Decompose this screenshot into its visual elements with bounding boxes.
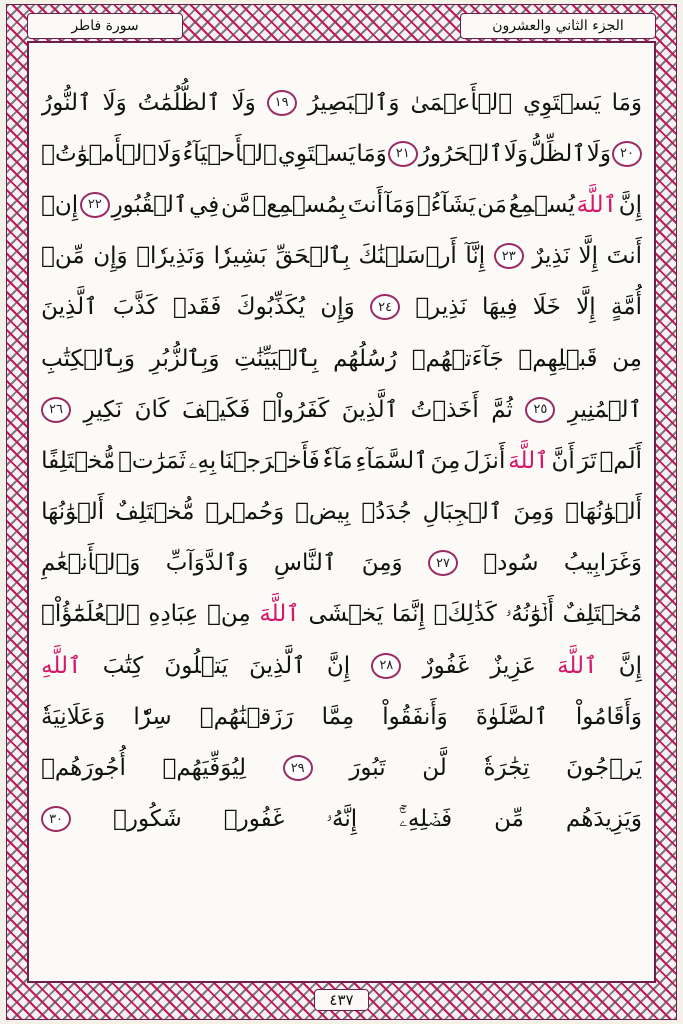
- word: مِنۡ: [207, 601, 251, 628]
- word: عِبَادِهِ: [148, 601, 199, 628]
- word: ثُمَّ: [491, 396, 513, 423]
- ayah-number-marker: ٢١: [388, 141, 418, 167]
- text-line: [41, 487, 642, 538]
- word: مِّنۡ: [41, 243, 85, 270]
- word: وَلَا: [503, 140, 529, 167]
- page-number: ٤٣٧: [314, 989, 368, 1011]
- word: يُكَذِّبُوكَ: [236, 294, 306, 321]
- text-line: [41, 179, 642, 230]
- word: فِي: [189, 191, 220, 218]
- divine-name-word: ٱللَّهَ: [508, 447, 549, 474]
- juz-label: الجزء الثاني والعشرون: [460, 13, 656, 39]
- word: عَزِيزٌ: [490, 652, 536, 679]
- word: بِٱلۡحَقِّ: [275, 243, 350, 270]
- word: وَعَلَانِيَةٗ: [41, 703, 106, 730]
- word: بِهِۦ: [188, 447, 217, 474]
- word: ٱلۡقُبُورِ: [111, 191, 188, 218]
- word: نَذِيرٌ: [532, 243, 570, 270]
- word: مِنَ: [430, 447, 461, 474]
- word: ٱلسَّمَآءِ: [355, 447, 428, 474]
- word: وَأَنفَقُواْ: [382, 703, 448, 730]
- word: كَفَرُواْۖ: [262, 396, 330, 423]
- text-line: [41, 742, 642, 793]
- ayah-number-marker: ٢٠: [612, 141, 642, 167]
- word: مَن: [477, 191, 507, 218]
- word: تِجَٰرَةٗ: [483, 755, 530, 782]
- word: تَبُورَ: [349, 755, 386, 782]
- text-line: [41, 794, 642, 845]
- text-line: [41, 435, 642, 486]
- word: ٱلنَّاسِ: [273, 550, 337, 577]
- word: وَٱلدَّوَآبِّ: [165, 550, 249, 577]
- word: إِنَّ: [326, 652, 351, 679]
- word: بِمُسۡمِعٖ: [252, 191, 346, 218]
- word: وَلَا: [157, 140, 182, 167]
- word: وَحُمۡرٞ: [205, 499, 285, 526]
- word: أَرۡسَلۡنَٰكَ: [358, 243, 457, 270]
- word: مِمَّا: [321, 703, 355, 730]
- divine-name-word: ٱللَّهِ: [41, 652, 82, 679]
- word: وَإِن: [93, 243, 128, 270]
- ayah-number-marker: ٢٩: [283, 755, 313, 781]
- word: فَأَخۡرَجۡنَا: [219, 447, 320, 474]
- word: ٱلۡمُنِيرِ: [567, 396, 642, 423]
- word: مُّخۡتَلِفًا: [41, 447, 116, 474]
- word: أَنتَ: [347, 191, 383, 218]
- word: ٱلظُّلُمَٰتُ: [137, 89, 221, 116]
- word: أَلۡوَٰنُهُۥ: [505, 601, 554, 628]
- text-line: [41, 589, 642, 640]
- word: لَّن: [422, 755, 447, 782]
- word: رَزَقۡنَٰهُمۡ: [199, 703, 294, 730]
- word: إِنَّمَا: [391, 601, 425, 628]
- text-line: [41, 77, 642, 128]
- surah-label: سورة فاطر: [27, 13, 183, 39]
- page-footer: [7, 989, 676, 1011]
- text-line: [41, 128, 642, 179]
- word: ٱلَّذِينَ: [341, 396, 399, 423]
- word: وَمِنَ: [513, 499, 555, 526]
- word: ٱلۡجِبَالِ: [422, 499, 503, 526]
- word: أَلۡوَٰنُهَا: [41, 499, 105, 526]
- word: يَتۡلُونَ: [164, 652, 228, 679]
- ayah-number-marker: ٢٧: [428, 550, 458, 576]
- word: ٱلظِّلُّ: [529, 140, 586, 167]
- word: إِنۡ: [41, 191, 79, 218]
- text-line: [41, 282, 642, 333]
- word: وَغَرَابِيبُ: [563, 550, 642, 577]
- word: ٱلۡعُلَمَٰٓؤُاْۗ: [41, 601, 140, 628]
- word: فَقَدۡ: [172, 294, 222, 321]
- word: يَرۡجُونَ: [566, 755, 642, 782]
- word: مِّن: [494, 806, 524, 833]
- ayah-number-marker: ٢٣: [494, 243, 524, 269]
- divine-name-word: ٱللَّهَ: [259, 601, 300, 628]
- quran-text: [41, 77, 642, 967]
- ayah-number-marker: ٢٤: [370, 294, 400, 320]
- word: ثَمَرَٰتٖ: [118, 447, 186, 474]
- text-line: [41, 333, 642, 384]
- word: أَلَمۡ: [599, 447, 642, 474]
- page-header: [27, 13, 656, 39]
- word: أَنَّ: [551, 447, 575, 474]
- word: أُمَّةٍ: [610, 294, 642, 321]
- word: ٱلۡأَمۡوَٰتُۚ: [41, 140, 157, 167]
- word: وَنَذِيرٗاۚ: [136, 243, 206, 270]
- word: وَٱلۡبَصِيرُ: [307, 89, 400, 116]
- word: إِنَّهُۥ: [326, 806, 358, 833]
- word: أَخَذۡتُ: [410, 396, 479, 423]
- word: جُدَدُۢ: [361, 499, 412, 526]
- word: ٱلصَّلَوٰةَ: [475, 703, 548, 730]
- word: غَفُورٌ: [422, 652, 470, 679]
- word: قَبۡلِهِمۡ: [518, 345, 598, 372]
- word: يَسۡتَوِي: [277, 140, 356, 167]
- divine-name-word: ٱللَّهَ: [576, 191, 618, 218]
- word: أَنزَلَ: [463, 447, 506, 474]
- word: مُّخۡتَلِفٌ: [115, 499, 195, 526]
- ayah-number-marker: ١٩: [267, 90, 297, 116]
- word: مُخۡتَلِفٌ: [562, 601, 642, 628]
- word: إِنَّ: [618, 652, 642, 679]
- word: نَكِيرِ: [83, 396, 123, 423]
- word: يُسۡمِعُ: [508, 191, 575, 218]
- word: ٱلَّذِينَ: [249, 652, 306, 679]
- word: وَمَا: [611, 89, 642, 116]
- word: سُودٞ: [483, 550, 539, 577]
- word: يَسۡتَوِي: [523, 89, 601, 116]
- word: وَلَا: [102, 89, 127, 116]
- word: أَلۡوَٰنُهَاۚ: [565, 499, 642, 526]
- word: مَّن: [221, 191, 251, 218]
- word: أَنتَ: [606, 243, 642, 270]
- word: إِلَّا: [578, 243, 599, 270]
- word: وَإِن: [320, 294, 355, 321]
- word: ٱلۡأَحۡيَآءُ: [182, 140, 277, 167]
- word: فَضۡلِهِۦٓۚ: [399, 806, 453, 833]
- word: وَمَآ: [384, 191, 416, 218]
- word: غَفُورٞ: [223, 806, 285, 833]
- ayah-number-marker: ٢٥: [525, 397, 555, 423]
- word: إِلَّا: [576, 294, 596, 321]
- word: بِٱلۡبَيِّنَٰتِ: [234, 345, 319, 372]
- text-line: [41, 538, 642, 589]
- ayah-number-marker: ٣٠: [41, 806, 71, 832]
- word: ٱلَّذِينَ: [41, 294, 98, 321]
- text-line: [41, 384, 642, 435]
- text-line: [41, 691, 642, 742]
- word: فَكَيۡفَ: [181, 396, 251, 423]
- ayah-number-marker: ٢٢: [80, 192, 110, 218]
- word: كَذَٰلِكَۗ: [433, 601, 497, 628]
- word: كَذَّبَ: [112, 294, 158, 321]
- word: وَبِٱلۡكِتَٰبِ: [41, 345, 136, 372]
- word: ٱلنُّورُ: [41, 89, 92, 116]
- text-line: [41, 640, 642, 691]
- word: سِرّٗا: [133, 703, 172, 730]
- divine-name-word: ٱللَّهَ: [557, 652, 598, 679]
- word: جَآءَتۡهُمۡ: [411, 345, 504, 372]
- word: وَلَا: [231, 89, 256, 116]
- word: وَٱلۡأَنۡعَٰمِ: [41, 550, 141, 577]
- word: مِن: [612, 345, 642, 372]
- word: فِيهَا: [482, 294, 518, 321]
- word: مَآءٗ: [322, 447, 353, 474]
- ayah-number-marker: ٢٨: [371, 653, 401, 679]
- word: أُجُورَهُمۡ: [41, 755, 126, 782]
- word: ٱلۡحَرُورُ: [418, 140, 503, 167]
- word: كَانَ: [134, 396, 170, 423]
- word: إِنَّ: [618, 191, 642, 218]
- word: كِتَٰبَ: [102, 652, 144, 679]
- word: يَخۡشَى: [308, 601, 384, 628]
- word: وَيَزِيدَهُم: [565, 806, 642, 833]
- word: خَلَا: [532, 294, 561, 321]
- word: وَمِنَ: [361, 550, 403, 577]
- word: إِنَّآ: [465, 243, 486, 270]
- word: شَكُورٞ: [113, 806, 182, 833]
- text-line: [41, 231, 642, 282]
- ayah-number-marker: ٢٦: [41, 397, 71, 423]
- word: يَشَآءُۖ: [416, 191, 476, 218]
- word: بَشِيرٗا: [213, 243, 267, 270]
- word: وَلَا: [586, 140, 612, 167]
- word: ٱلۡأَعۡمَىٰ: [410, 89, 513, 116]
- word: بِيضٞ: [295, 499, 351, 526]
- word: تَرَ: [577, 447, 597, 474]
- word: وَأَقَامُواْ: [575, 703, 642, 730]
- page-frame: [6, 4, 677, 1020]
- word: وَبِٱلزُّبُرِ: [149, 345, 220, 372]
- word: وَمَا: [356, 140, 387, 167]
- word: رُسُلُهُم: [333, 345, 397, 372]
- word: لِيُوَفِّيَهُمۡ: [162, 755, 247, 782]
- word: نَذِيرٞ: [415, 294, 467, 321]
